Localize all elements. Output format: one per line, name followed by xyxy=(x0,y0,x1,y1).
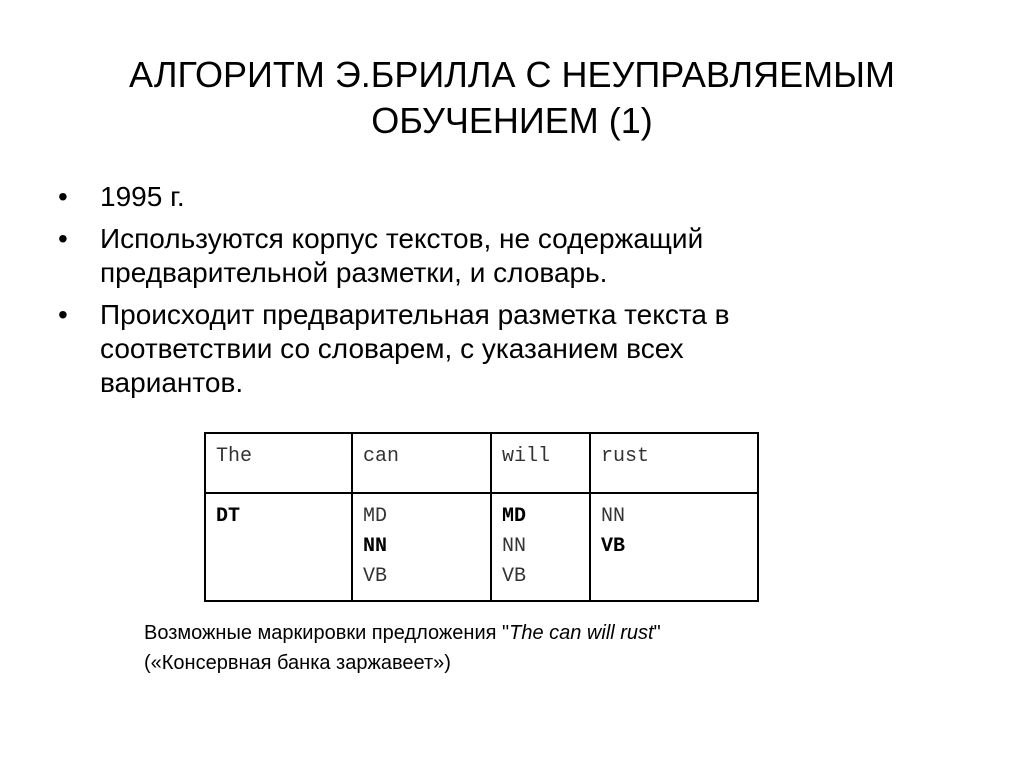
pos-tag: NN xyxy=(502,535,527,558)
slide-title xyxy=(40,52,984,144)
caption-line-1 xyxy=(144,618,904,648)
tag-cell xyxy=(205,493,352,601)
pos-tag: VB xyxy=(502,565,527,588)
bullet-line: Происходит предварительная разметка текста в xyxy=(100,299,730,330)
caption-line-2: («Консервная банка заржавеет») xyxy=(144,652,451,674)
tag-table xyxy=(204,432,759,602)
pos-tag: MD xyxy=(363,505,388,528)
bullet-line: вариантов. xyxy=(100,367,244,398)
table-header-cell: The xyxy=(205,433,352,493)
bullet-item-corpus xyxy=(58,222,958,290)
bullet-line: 1995 г. xyxy=(100,181,185,212)
pos-tag: VB xyxy=(363,565,388,588)
pos-tag: MD xyxy=(502,505,527,528)
bullet-dot-icon: • xyxy=(58,223,68,254)
slide-title-line-1: АЛГОРИТМ Э.БРИЛЛА С НЕУПРАВЛЯЕМЫМ xyxy=(129,54,895,95)
caption-prefix: Возможные маркировки предложения " xyxy=(144,622,510,644)
table-header-cell: will xyxy=(491,433,590,493)
bullet-line: соответствии со словарем, с указанием всех xyxy=(100,333,684,364)
pos-tag: NN xyxy=(601,505,626,528)
caption-sentence: The can will rust xyxy=(509,622,654,644)
bullet-item-markup xyxy=(58,298,958,400)
table-header-cell: rust xyxy=(590,433,758,493)
bullet-line: предварительной разметки, и словарь. xyxy=(100,257,608,288)
tag-cell xyxy=(352,493,491,601)
bullet-dot-icon: • xyxy=(58,299,68,330)
bullet-dot-icon: • xyxy=(58,181,68,212)
pos-tag: VB xyxy=(601,535,626,558)
bullet-line: Используются корпус текстов, не содержащий xyxy=(100,223,704,254)
table-row xyxy=(205,493,758,601)
caption-suffix: " xyxy=(653,622,661,644)
table-caption xyxy=(144,618,904,678)
tag-cell xyxy=(491,493,590,601)
tag-cell xyxy=(590,493,758,601)
table-header-row xyxy=(205,433,758,493)
pos-tag: NN xyxy=(363,535,388,558)
bullet-list xyxy=(58,180,958,408)
bullet-item-year xyxy=(58,180,958,214)
slide-title-line-2: ОБУЧЕНИЕМ (1) xyxy=(371,100,653,141)
pos-tag: DT xyxy=(216,505,241,528)
table-header-cell: can xyxy=(352,433,491,493)
